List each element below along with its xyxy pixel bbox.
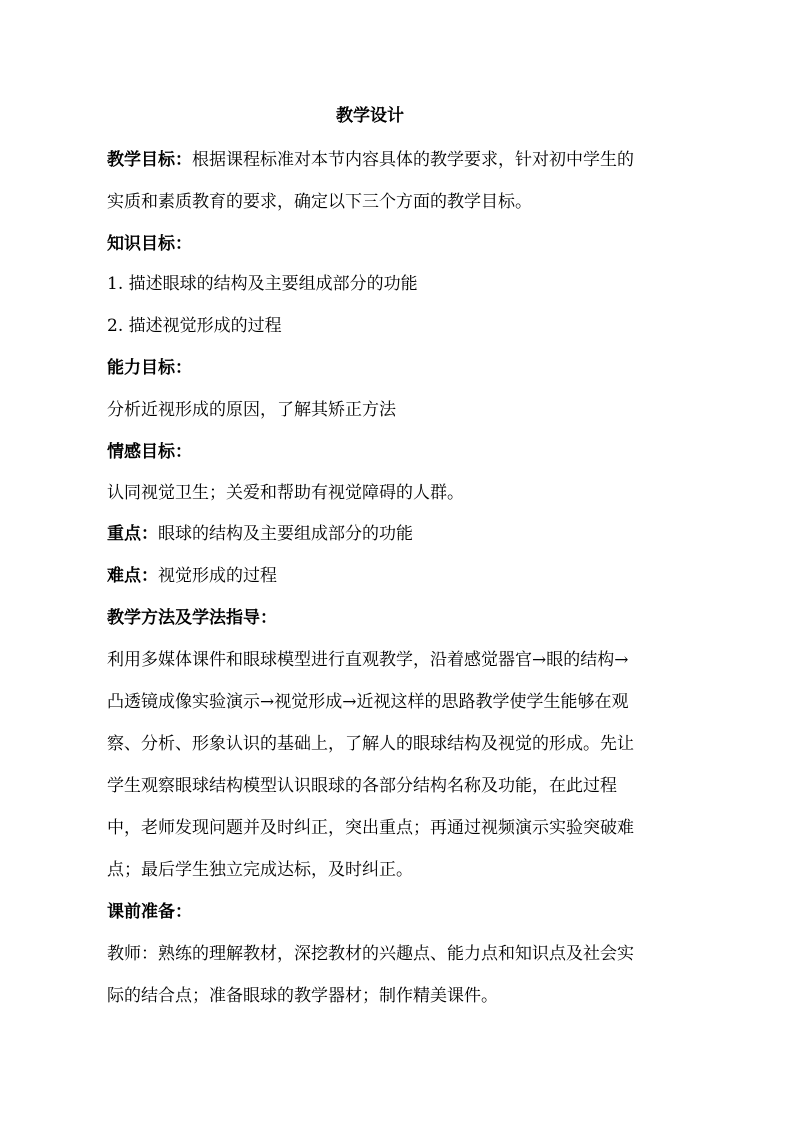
method-line-2: 凸透镜成像实验演示→视觉形成→近视这样的思路教学使学生能够在观	[107, 692, 629, 712]
objectives-line-2: 实质和素质教育的要求，确定以下三个方面的教学目标。	[107, 192, 532, 212]
method-heading: 教学方法及学法指导：	[107, 608, 277, 628]
knowledge-heading: 知识目标：	[107, 234, 192, 254]
difficulty-text: 视觉形成的过程	[158, 566, 277, 586]
knowledge-item-2: 2. 描述视觉形成的过程	[107, 316, 282, 336]
preparation-line-1: 教师：熟练的理解教材，深挖教材的兴趣点、能力点和知识点及社会实	[107, 944, 634, 964]
emotion-text: 认同视觉卫生；关爱和帮助有视觉障碍的人群。	[107, 483, 464, 503]
method-line-5: 中，老师发现问题并及时纠正，突出重点；再通过视频演示实验突破难	[107, 818, 634, 838]
key-point-text: 眼球的结构及主要组成部分的功能	[158, 524, 413, 544]
method-line-1: 利用多媒体课件和眼球模型进行直观教学，沿着感觉器官→眼的结构→	[107, 650, 629, 670]
objectives-text-1: 根据课程标准对本节内容具体的教学要求，针对初中学生的	[192, 150, 634, 170]
difficulty-line	[107, 564, 277, 588]
method-line-4: 学生观察眼球结构模型认识眼球的各部分结构名称及功能，在此过程	[107, 776, 617, 796]
preparation-heading: 课前准备：	[107, 902, 192, 922]
method-line-3: 察、分析、形象认识的基础上，了解人的眼球结构及视觉的形成。先让	[107, 734, 634, 754]
objectives-label: 教学目标：	[107, 150, 192, 170]
ability-text: 分析近视形成的原因，了解其矫正方法	[107, 400, 396, 420]
ability-heading: 能力目标：	[107, 358, 192, 378]
method-line-6: 点；最后学生独立完成达标，及时纠正。	[107, 860, 413, 880]
preparation-line-2: 际的结合点；准备眼球的教学器材；制作精美课件。	[107, 986, 498, 1006]
document-title: 教学设计	[336, 106, 404, 126]
difficulty-label: 难点：	[107, 566, 158, 586]
key-point-line	[107, 522, 413, 546]
emotion-heading: 情感目标：	[107, 442, 192, 462]
key-point-label: 重点：	[107, 524, 158, 544]
objectives-line-1	[107, 148, 634, 172]
knowledge-item-1: 1. 描述眼球的结构及主要组成部分的功能	[107, 274, 418, 294]
